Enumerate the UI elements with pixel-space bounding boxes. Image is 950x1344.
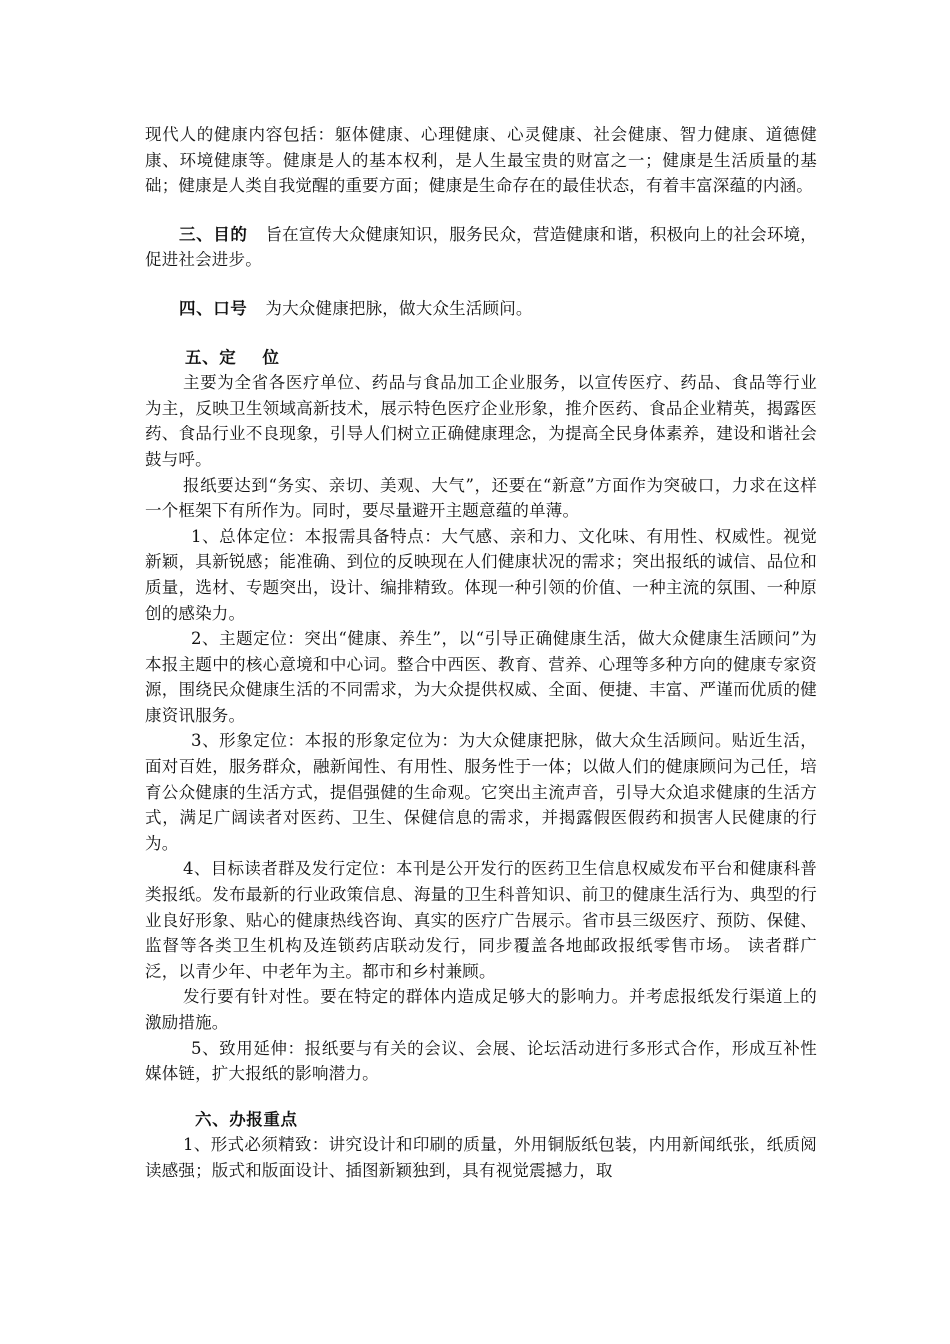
positioning-item-5: 5、致用延伸：报纸要与有关的会议、会展、论坛活动进行多形式合作，形成互补性媒体链，扩大报纸的影响潜力。 xyxy=(145,1038,817,1084)
positioning-item-3: 3、形象定位：本报的形象定位为：为大众健康把脉，做大众生活顾问。贴近生活，面对百姓，服务群众，融新闻性、有用性、服务性于一体；以做人们的健康顾问为己任，培育公众健康的生活方式，提倡强健的生命观。它突出主流声音，引导大众追求健康的生活方式，满足广阔读者对医药、卫生、保健信息的需求，并揭露假医假药和损害人民健康的行为。 xyxy=(145,731,817,853)
section-purpose xyxy=(145,222,817,273)
intro-paragraph: 现代人的健康内容包括：躯体健康、心理健康、心灵健康、社会健康、智力健康、道德健康、环境健康等。健康是人的基本权利，是人生最宝贵的财富之一；健康是生活质量的基础；健康是人类自我觉醒的重要方面；健康是生命存在的最佳状态，有着丰富深蕴的内涵。 xyxy=(145,125,817,196)
positioning-item-2: 2、主题定位：突出“健康、养生”，以“引导正确健康生活，做大众健康生活顾问”为本报主题中的核心意境和中心词。整合中西医、教育、营养、心理等多种方向的健康专家资源，围绕民众健康生活的不同需求，为大众提供权威、全面、便捷、丰富、严谨而优质的健康资讯服务。 xyxy=(145,629,817,725)
section-slogan-text: 为大众健康把脉，做大众生活顾问。 xyxy=(265,298,533,318)
focus-item-1: 1、形式必须精致：讲究设计和印刷的质量，外用铜版纸包装，内用新闻纸张，纸质阅读感强；版式和版面设计、插图新颖独到，具有视觉震撼力，取 xyxy=(145,1135,817,1180)
document-body xyxy=(145,122,817,1184)
positioning-paragraph-2: 报纸要达到“务实、亲切、美观、大气”，还要在“新意”方面作为突破口，力求在这样一个框架下有所作为。同时，要尽量避开主题意蕴的单薄。 xyxy=(145,475,817,521)
spacer xyxy=(145,199,817,222)
section-slogan xyxy=(145,296,817,322)
spacer xyxy=(145,322,817,345)
section-purpose-heading: 三、目的 xyxy=(179,224,248,244)
spacer xyxy=(145,273,817,296)
spacer xyxy=(145,1087,817,1107)
section-purpose-text: 旨在宣传大众健康知识，服务民众，营造健康和谐，积极向上的社会环境，促进社会进步。 xyxy=(145,224,817,270)
positioning-item-4-note: 发行要有针对性。要在特定的群体内造成足够大的影响力。并考虑报纸发行渠道上的激励措施。 xyxy=(145,987,817,1032)
section-focus-heading: 六、办报重点 xyxy=(195,1109,298,1129)
positioning-item-1: 1、总体定位：本报需具备特点：大气感、亲和力、文化味、有用性、权威性。视觉新颖，具新锐感；能准确、到位的反映现在人们健康状况的需求；突出报纸的诚信、品位和质量，选材、专题突出，设计、编排精致。体现一种引领的价值、一种主流的氛围、一种原创的感染力。 xyxy=(145,526,817,623)
section-slogan-heading: 四、口号 xyxy=(179,298,248,318)
positioning-paragraph-1: 主要为全省各医疗单位、药品与食品加工企业服务，以宣传医疗、药品、食品等行业为主，反映卫生领域高新技术，展示特色医疗企业形象，推介医药、食品企业精英，揭露医药、食品行业不良现象，引导人们树立正确健康理念，为提高全民身体素养，建设和谐社会鼓与呼。 xyxy=(145,373,817,469)
positioning-item-4: 4、目标读者群及发行定位：本刊是公开发行的医药卫生信息权威发布平台和健康科普类报纸。发布最新的行业政策信息、海量的卫生科普知识、前卫的健康生活行为、典型的行业良好形象、贴心的健康热线咨询、真实的医疗广告展示。省市县三级医疗、预防、保健、监督等各类卫生机构及连锁药店联动发行，同步覆盖各地邮政报纸零售市场。 读者群广泛，以青少年、中老年为主。都市和乡村兼顾。 xyxy=(145,859,817,981)
section-positioning-heading: 五、定 位 xyxy=(185,347,280,367)
